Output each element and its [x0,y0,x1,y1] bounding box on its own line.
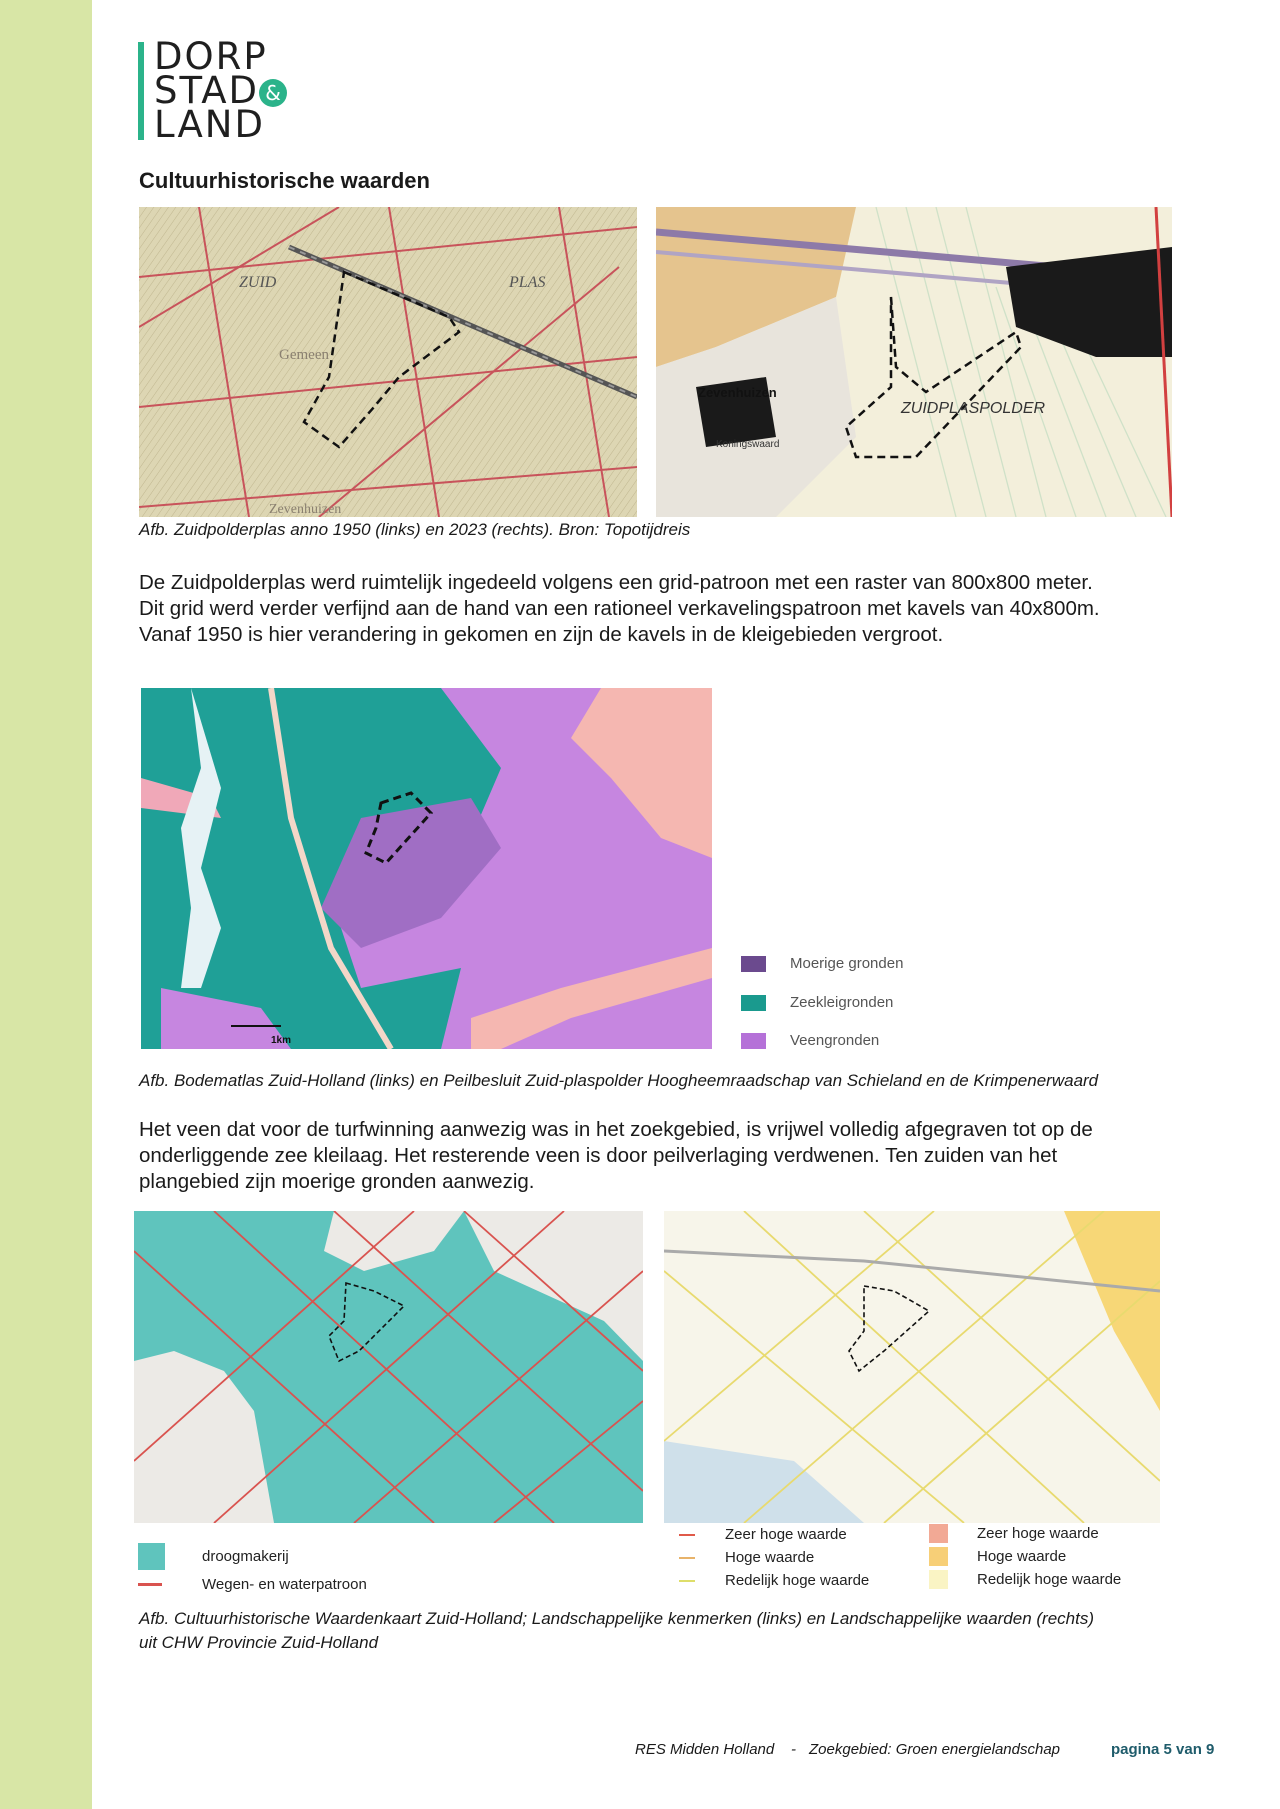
legend-droogmakerij-swatch [138,1543,165,1570]
map1-label-plas: PLAS [509,274,546,291]
caption-topo: Afb. Zuidpolderplas anno 1950 (links) en 2023 (rechts). Bron: Topotijdreis [139,520,691,539]
legend-veen-label: Veengronden [790,1032,880,1049]
legend-wegen-swatch [138,1583,162,1586]
footer-separator: - [791,1741,796,1758]
map-topo-2023 [656,207,1172,517]
paragraph-grid-line-3: Vanaf 1950 is hier verandering in gekomen en zijn de kavels in de kleigebieden vergroot. [139,623,944,646]
legend-right-hoog-swatch [929,1547,948,1566]
legend-right-redelijk [929,1570,1121,1589]
paragraph-grid-line-1: De Zuidpolderplas werd ruimtelijk ingedeeld volgens een grid-patroon met een raster van 800x800 meter. [139,571,1093,594]
legend-right-zeer-hoog-swatch [929,1524,948,1543]
map-landscape-features [134,1211,643,1523]
logo-line-3: LAND [154,103,265,146]
map2-label-zevenhuizen: Zevenhuizen [698,385,777,400]
paragraph-veen-line-1: Het veen dat voor de turfwinning aanwezig was in het zoekgebied, is vrijwel volledig afgegraven tot op de [139,1118,1093,1141]
paragraph-grid [139,570,1179,648]
legend-right-zeer-hoog [929,1524,1099,1543]
legend-wegen [138,1576,367,1593]
legend-mid-hoog [679,1549,814,1566]
logo-bar [138,42,144,140]
legend-mid-redelijk [679,1572,869,1589]
map1-label-gemeen: Gemeen [279,347,329,363]
caption-soil: Afb. Bodematlas Zuid-Holland (links) en Peilbesluit Zuid-plaspolder Hoogheemraadschap van Schieland en de Krimpenerwaard [139,1071,1099,1090]
legend-mid-hoog-label: Hoge waarde [725,1549,815,1566]
side-color-band [0,0,92,1809]
legend-mid-redelijk-label: Redelijk hoge waarde [725,1572,870,1589]
map2-label-polder: ZUIDPLASPOLDER [901,400,1046,417]
paragraph-veen-line-3: plangebied zijn moerige gronden aanwezig. [139,1170,535,1193]
legend-right-redelijk-label: Redelijk hoge waarde [977,1571,1122,1588]
legend-veen [741,1032,879,1049]
logo-ampersand: & [259,79,287,107]
legend-right-hoog [929,1547,1066,1566]
caption-chw [139,1607,1094,1655]
legend-moerige-label: Moerige gronden [790,955,904,972]
paragraph-veen [139,1117,1179,1195]
map2-label-koningswaard: Koningswaard [716,439,780,450]
legend-right-zeer-hoog-label: Zeer hoge waarde [977,1525,1099,1542]
legend-zeeklei-label: Zeekleigronden [790,994,894,1011]
logo-line-2: STAD [154,69,260,112]
legend-droogmakerij-label: droogmakerij [202,1548,289,1565]
legend-mid-zeer-hoog [679,1526,847,1543]
legend-moerige [741,955,903,972]
legend-zeeklei [741,994,893,1011]
map-landscape-values [664,1211,1160,1523]
footer-page-number: pagina 5 van 9 [1111,1741,1215,1758]
legend-veen-swatch [741,1033,766,1049]
paragraph-grid-line-2: Dit grid werd verder verfijnd aan de hand van een rationeel verkavelingspatroon met kavels van 40x800m. [139,597,1100,620]
logo-line-1: DORP [154,35,268,78]
legend-right-hoog-label: Hoge waarde [977,1548,1067,1565]
map1-label-zevenhuizen: Zevenhuizen [269,502,342,517]
legend-mid-redelijk-swatch [679,1580,695,1582]
legend-wegen-label: Wegen- en waterpatroon [202,1576,367,1593]
caption-chw-line-1: Afb. Cultuurhistorische Waardenkaart Zuid-Holland; Landschappelijke kenmerken (links) en Landschappelijke waarden (rechts) [139,1609,1095,1628]
legend-mid-zeer-hoog-label: Zeer hoge waarde [725,1526,847,1543]
legend-mid-hoog-swatch [679,1557,695,1559]
map-topo-1950 [139,207,637,517]
paragraph-veen-line-2: onderliggende zee kleilaag. Het resterende veen is door peilverlaging verdwenen. Ten zuiden van het [139,1144,1058,1167]
legend-droogmakerij [138,1543,289,1570]
caption-chw-line-2: uit CHW Provincie Zuid-Holland [139,1633,379,1652]
footer-area: Zoekgebied: Groen energielandschap [809,1741,1061,1758]
map-soil-atlas [141,688,712,1049]
legend-moerige-swatch [741,956,766,972]
legend-right-redelijk-swatch [929,1570,948,1589]
map1-label-zuid: ZUID [239,274,277,291]
soil-scale-label: 1km [271,1035,292,1046]
legend-mid-zeer-hoog-swatch [679,1534,695,1536]
legend-zeeklei-swatch [741,995,766,1011]
footer-doc-title: RES Midden Holland [635,1741,775,1758]
section-heading: Cultuurhistorische waarden [139,168,430,193]
